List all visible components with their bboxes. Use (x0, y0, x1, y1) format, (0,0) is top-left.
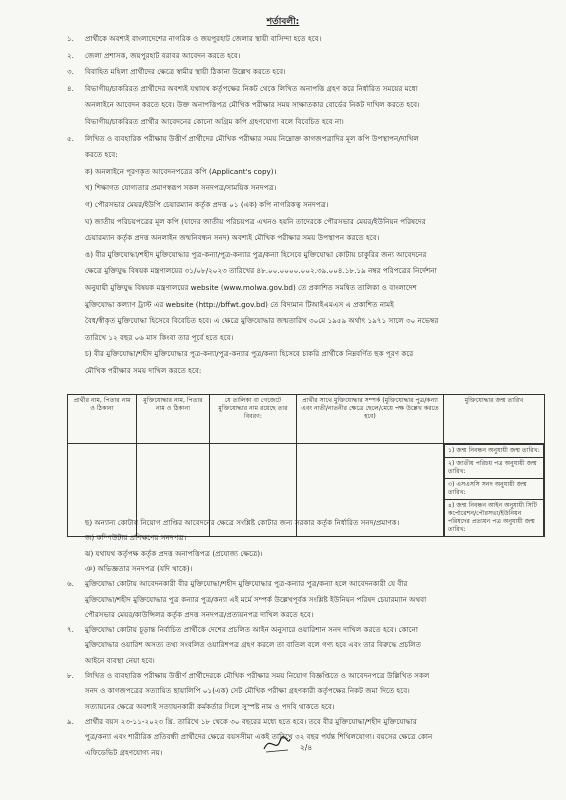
text-line: ক্ষেত্রে মুক্তিযুদ্ধ বিষয়ক মন্ত্রণালয়ের ৩১/০৮/২০২৩ তারিখের ৪৮.০০.০০০০.০০২.৩৯.০০৪.১৮.১৯ নম্বর পরিপত্রের নির্দেশনা (85, 266, 437, 276)
header-relation: প্রার্থীর সাথে মুক্তিযোদ্ধার সম্পর্ক (মুক্তিযোদ্ধার পুত্র/কন্যা এবং নাতী/নাতনীর ক্ষেত্রে ছেলে/মেয়ে পক্ষ উল্লেখ করতে হবে) (297, 395, 444, 444)
text-line: ঝ) যথাযথ কর্তৃপক্ষ কর্তৃক প্রদত্ত অনাপত্তিপত্র (প্রযোজ্য ক্ষেত্রে)। (85, 548, 263, 558)
text-line: মুক্তিযোদ্ধা/শহীদ মুক্তিযোদ্ধার পুত্র কন্যার পুত্র/কন্যা এই মর্মে সম্পর্ক উল্লেখপূর্বক সংশ্লিষ্ট ইউনিয়ন পরিষদ চেয়ারম্যান অথবা (85, 594, 427, 604)
text-line: আইনে ব্যবস্থা নেয়া হবে। (85, 655, 155, 665)
text-line: মুক্তিযোদ্ধা কল্যাণ ট্রাস্ট এর website (http://bffwt.gov.bd) তে বিদ্যমান টিআইএমএস এ প্রকাশিত নামই (85, 299, 394, 309)
item-number: ৫. (67, 133, 74, 143)
item-number: ৯. (67, 716, 74, 726)
text-line: চ) বীর মুক্তিযোদ্ধা/শহীদ মুক্তিযোদ্ধার পুত্র-কন্যা/পুত্র-কন্যার পুত্র/কন্যা হিসেবে চাকরি প্রার্থীকে নিম্নবর্ণিত ছক পূরণ করে (85, 349, 414, 359)
item-number: ১. (67, 34, 74, 43)
dob-list (444, 444, 544, 536)
text-line: ক) অনলাইনে পূরণকৃত আবেদনপত্রের কপি (Applicant's copy)। (85, 166, 277, 176)
text-line: সত্যায়নের ক্ষেত্রে অবশ্যই সত্যায়নকারী কর্মকর্তার সিলে সুস্পষ্ট নাম ও পদবি থাকতে হবে। (85, 701, 335, 711)
text-line: এফিডেভিট গ্রহণযোগ্য নয়। (85, 747, 163, 757)
text-line: মুক্তিযোদ্ধা কোটায় চূড়ান্ত নির্বাচিত প্রার্থীকে দেশের প্রচলিত আইন অনুসারে ওয়ারিশান সনদ দাখিল করতে হবে। কোনো (85, 625, 418, 635)
header-gazette: যে তালিকা বা গেজেটে মুক্তিযোদ্ধার নাম রয়েছে তার বিবরণ: (210, 395, 297, 444)
header-dob: মুক্তিযোদ্ধার জন্ম তারিখ (444, 395, 545, 444)
text-line: খ) শিক্ষাগত যোগ্যতার প্রমাণস্বরূপ সকল সনদপত্র/সাময়িক সনদপত্র। (85, 183, 277, 193)
dob-line: ১) জন্ম নিবন্ধন অনুযায়ী জন্ম তারিখ: (445, 445, 544, 458)
dob-line: ২) জাতীয় পরিচয় পত্র অনুযায়ী জন্ম তারিখ: (445, 458, 544, 479)
signature-mark (262, 733, 292, 755)
text-line: ছ) অন্যান্য কোটায় নিয়োগ প্রাপ্তির আবেদনের ক্ষেত্রে সংশ্লিষ্ট কোটার জন্য সরকার কর্তৃক নির্ধারিত সনদ/প্রমাণক। (85, 518, 400, 527)
header-freedom-fighter: মুক্তিযোদ্ধার নাম, পিতার নাম ও ঠিকানা (137, 395, 210, 444)
text-line: জেলা প্রশাসক, জয়পুরহাট বরাবর আবেদন করতে হবে। (85, 50, 241, 60)
text-line: অনলাইনে আবেদন করতে হবে। উক্ত অনাপত্তিপত্র মৌখিক পরীক্ষার সময় সাক্ষাতকার বোর্ডের নিকট দাখিল করতে হবে। (85, 100, 420, 110)
item-number: ৩. (67, 67, 74, 77)
text-line: প্রার্থীকে অবশ্যই বাংলাদেশের নাগরিক ও জয়পুরহাট জেলার স্থায়ী বাসিন্দা হতে হবে। (85, 34, 322, 43)
table-header-row (68, 395, 545, 444)
text-line: ঙ) বীর মুক্তিযোদ্ধা/শহীদ মুক্তিযোদ্ধার পুত্র-কন্যা/পুত্র-কন্যার পুত্র/কন্যা হিসেবে মুক্তিযোদ্ধা কোটায় চাকুরির জন্য আবেদনের (85, 249, 427, 259)
text-line: মৌখিক পরীক্ষার সময় দাখিল করতে হবে: (85, 366, 202, 375)
page-title: শর্তাবলী: (266, 17, 300, 27)
cell-dob (444, 444, 545, 537)
item-number: ৮. (67, 671, 74, 680)
text-line: বৈধ/স্বীকৃত মুক্তিযোদ্ধা হিসেবে বিবেচিত হবে। এ ক্ষেত্রে মুক্তিযোদ্ধার জন্মতারিখ ৩০মে ১৯৫৯ অর্থাৎ ১৯৭১ সালে ৩০ নভেম্বর (85, 316, 439, 326)
text-line: চেয়ারম্যান কর্তৃক প্রদত্ত অনলাইন জন্মনিবন্ধন সনদ) অবশ্যই মৌখিক পরীক্ষার সময় উপস্থাপন করতে হবে। (85, 233, 380, 243)
text-line: করতে হবে: (85, 150, 118, 160)
item-number: ৬. (67, 579, 74, 589)
text-line: পুত্র/কন্যা এবং শারীরিক প্রতিবন্ধী প্রার্থীদের ক্ষেত্রে বয়সসীমা একই তারিখে ৩২ বছর পর্যন্ত শিথিলযোগ্য। বয়সের ক্ষেত্রে কোন (85, 732, 433, 742)
freedom-fighter-table (67, 394, 545, 537)
item-number: ৪. (67, 83, 74, 93)
text-line: ঞ) অভিজ্ঞতার সনদপত্র (যদি থাকে)। (85, 563, 193, 573)
text-line: মুক্তিযোদ্ধার ওয়ারিশ অসত্য তথ্য সংবলিত ওয়ারিশপত্র গ্রহণ করলে তা বাতিল বলে গণ্য হবে এবং তার বিরুদ্ধে প্রচলিত (85, 640, 422, 650)
text-line: অনুযায়ী মুক্তিযুদ্ধ বিষয়ক মন্ত্রণালয়ের website (www.molwa.gov.bd) তে প্রকাশিত সমন্বিত তালিকা ও বাংলাদেশ (85, 283, 417, 292)
text-line: লিখিত ও ব্যবহারিক পরীক্ষায় উত্তীর্ণ প্রার্থীদেরকে মৌখিক পরীক্ষার সময় নিয়োগ বিজ্ঞপ্তিতে ও আবেদনপত্রে উল্লিখিত সকল (85, 671, 430, 680)
text-line: বিভাগীয়/চাকরিরত প্রার্থীর আবেদনের কোনো অগ্রিম কপি গ্রহণযোগ্য বলে বিবেচিত হবে না। (85, 117, 344, 126)
text-line: পৌরসভার মেয়র/কাউন্সিলর কর্তৃক প্রদত্ত সনদপত্র/প্রত্যয়নপত্র দাখিল করতে হবে। (85, 609, 314, 619)
text-line: মুক্তিযোদ্ধা কোটায় আবেদনকারী বীর মুক্তিযোদ্ধা/শহীদ মুক্তিযোদ্ধার পুত্র-কন্যার পুত্র/কন্যা হলে আবেদনকারী যে বীর (85, 579, 408, 589)
item-number: ৭. (67, 625, 74, 635)
dob-line: ৪) জন্ম নিবন্ধন আইন অনুযায়ী সিটি কর্পোরেশন/পৌরসভা/ইউনিয়ন পরিষদের প্রত্যয়ন পত্র অনুযায়ী জন্ম তারিখ: (445, 500, 544, 537)
text-line: গ) পৌরসভার মেয়র/ইউপি চেয়ারম্যান কর্তৃক প্রদত্ত ০১ (এক) কপি নাগরিকত্ব সনদপত্র। (85, 200, 329, 209)
text-line: সনদ ও কাগজপত্রের সত্যায়িত ছায়ালিপি ০১(এক) সেট মৌখিক পরীক্ষা গ্রহণকারী কর্তৃপক্ষের নিকট জমা দিতে হবে। (85, 686, 410, 696)
text-line: লিখিত ও ব্যবহারিক পরীক্ষায় উত্তীর্ণ প্রার্থীদের মৌখিক পরীক্ষার সময় নিম্নোক্ত কাগজপত্রাদির মূল কপি উপস্থাপন/দাখিল (85, 133, 419, 143)
page-number: ২/৪ (300, 743, 313, 752)
text-line: বিভাগীয়/চাকরিরত প্রার্থীদের অবশ্যই যথাযথ কর্তৃপক্ষের নিকট থেকে লিখিত অনাপত্তি গ্রহণ করে নির্ধারিত সময়ের মধ্যে (85, 83, 418, 93)
dob-line: ৩) এসএসসি সনদ অনুযায়ী জন্ম তারিখ: (445, 479, 544, 500)
text-line: জ) কম্পিউটার প্রশিক্ষণের সনদপত্র। (85, 533, 187, 543)
text-line: বিবাহিত মহিলা প্রার্থীদের ক্ষেত্রে স্বামীর স্থায়ী ঠিকানা উল্লেখ করতে হবে। (85, 67, 286, 77)
text-line: ঘ) জাতীয় পরিচয়পত্রের মূল কপি (যাদের জাতীয় পরিচয়পত্র এখনও হয়নি তাদেরকে পৌরসভার মেয়র/ইউনিয়ন পরিষদের (85, 216, 426, 226)
item-number: ২. (67, 50, 74, 60)
header-candidate: প্রার্থীর নাম, পিতার নাম ও ঠিকানা (68, 395, 137, 444)
text-line: তারিখে ১২ বছর ০৬ মাস কিংবা তার পূর্বে হতে হবে। (85, 332, 234, 342)
text-line: প্রার্থীর বয়স ২৩-১১-২০২৩ খ্রি. তারিখে ১৮ থেকে ৩০ বছরের মধ্যে হতে হবে। তবে বীর মুক্তিযোদ্ধা/শহীদ মুক্তিযোদ্ধার (85, 716, 417, 726)
